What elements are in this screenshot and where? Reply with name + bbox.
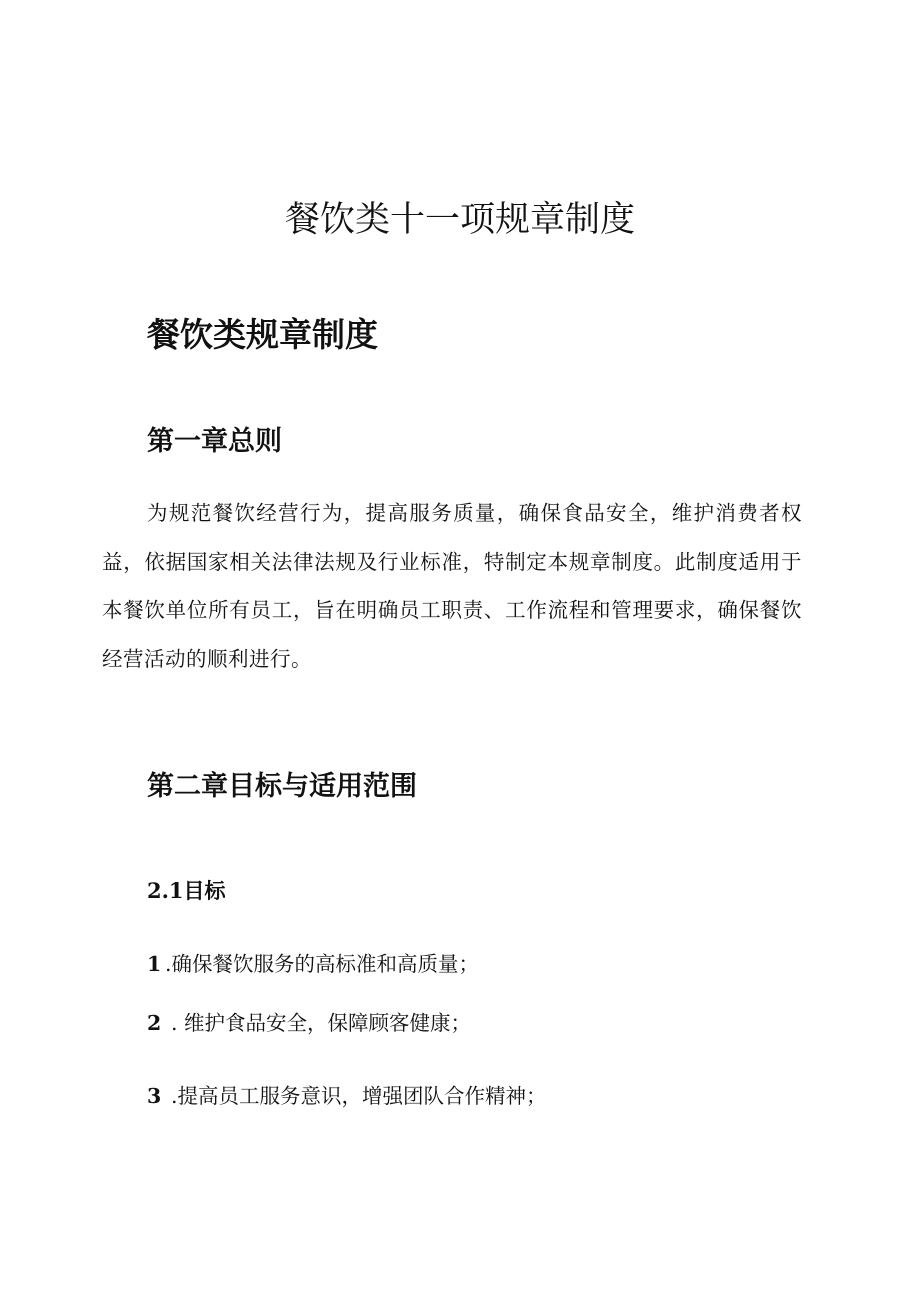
list-item-number: 3 <box>147 1084 162 1108</box>
section-title: 餐饮类规章制度 <box>147 315 378 355</box>
list-item-number: 2 <box>147 1011 162 1035</box>
list-item <box>147 1008 471 1038</box>
list-item-number: 1 <box>147 952 162 976</box>
chapter-1-title: 第一章总则 <box>147 426 282 457</box>
list-item-text: .提高员工服务意识，增强团队合作精神； <box>171 1084 547 1108</box>
document-title: 餐饮类十一项规章制度 <box>284 200 635 241</box>
chapter-2-title: 第二章目标与适用范围 <box>147 771 417 802</box>
list-item-text: .确保餐饮服务的高标准和高质量； <box>165 952 480 976</box>
objectives-subheading: 2.1目标 <box>147 877 226 903</box>
list-item <box>147 949 479 979</box>
general-rules-paragraph: 为规范餐饮经营行为，提高服务质量，确保食品安全，维护消费者权益，依据国家相关法律法规及行业标准，特制定本规章制度。此制度适用于本餐饮单位所有员工，旨在明确员工职责、工作流程和管理要求，确保餐饮经营活动的顺利进行。 <box>102 501 802 671</box>
list-item <box>147 1081 547 1111</box>
list-item-text: . 维护食品安全，保障顾客健康； <box>171 1011 472 1035</box>
